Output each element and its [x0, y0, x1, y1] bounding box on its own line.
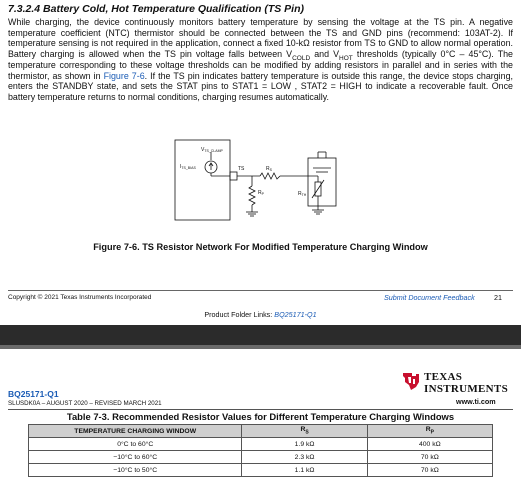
figure-caption: Figure 7-6. TS Resistor Network For Modified Temperature Charging Window: [93, 242, 428, 252]
vhot-subscript: HOT: [339, 54, 353, 62]
document-revision: SLUSDK0A – AUGUST 2020 – REVISED MARCH 2021: [8, 400, 162, 407]
col-header-rs: $R_S$: [242, 425, 367, 438]
table-row: [29, 451, 493, 464]
table-cell: 2.3 kΩ: [242, 451, 367, 464]
ibias-label: $I_{TS\_BIAS}$: [180, 164, 196, 170]
para-text-1: While charging, the device continuously monitors battery temperature by sensing the voltage at the TS pin. A negative temperature coefficient (NTC) thermistor should be connected between the TS and GND pins (recommend: 103AT-2). If temperature sensing is not required in the application, connect a fixed 10-kΩ resistor from TS to GND to allow normal operation. Battery charging is allowed when the TS pin voltage falls between V: [8, 17, 513, 60]
table-row: [29, 438, 493, 451]
ti-website-link[interactable]: www.ti.com: [456, 397, 496, 406]
table-cell: 0°C to 60°C: [29, 438, 242, 451]
product-folder-link[interactable]: BQ25171-Q1: [274, 310, 317, 319]
rp-label: $R_P$: [258, 190, 264, 196]
footer-divider: [8, 290, 513, 291]
rs-label: $R_S$: [266, 166, 272, 172]
table-header-row: [29, 425, 493, 438]
brand-instruments: INSTRUMENTS: [424, 383, 508, 395]
document-id[interactable]: BQ25171-Q1: [8, 389, 59, 399]
col-header-window: TEMPERATURE CHARGING WINDOW: [29, 425, 242, 438]
table-row: [29, 464, 493, 477]
table-cell: 70 kΩ: [367, 451, 492, 464]
vcold-subscript: COLD: [292, 54, 311, 62]
col-header-rp: $R_P$: [367, 425, 492, 438]
section-heading: 7.3.2.4 Battery Cold, Hot Temperature Qualification (TS Pin): [8, 3, 304, 15]
brand-texas: TEXAS: [424, 371, 463, 383]
rs-resistor: [260, 173, 280, 179]
page-break-band-edge: [0, 345, 521, 349]
para-text-3: thresholds (typically 0°C – 45°C). The temperature corresponding to these voltage thresholds can be modified by adding resistors in parallel and in series with the thermistor, as shown in: [8, 49, 513, 81]
product-folder-links: [0, 310, 521, 319]
para-text-4: . If the TS pin indicates battery temperature is outside this range, the device stops charging, enters the STANDBY state, and sets the STAT pins to STAT1 = LOW , STAT2 = HIGH to indicate a recoverable fault. Once battery temperature returns to normal conditions, charging resumes automatically.: [8, 70, 513, 102]
table-cell: 70 kΩ: [367, 464, 492, 477]
resistor-values-table: [28, 424, 493, 477]
table-title: Table 7-3. Recommended Resistor Values for Different Temperature Charging Windows: [66, 411, 455, 422]
para-text-2: and V: [310, 49, 340, 60]
table-cell: 1.9 kΩ: [242, 438, 367, 451]
table-cell: −10°C to 60°C: [29, 451, 242, 464]
vclamp-label: $V_{TS\_CLAMP}$: [201, 147, 223, 153]
ts-pin: [230, 172, 237, 180]
copyright-text: Copyright © 2021 Texas Instruments Incorporated: [8, 294, 152, 301]
rth-label: $R_{TH}$: [298, 191, 307, 197]
figure-link[interactable]: Figure 7-6: [103, 70, 145, 81]
header-divider: [8, 409, 513, 410]
table-cell: −10°C to 50°C: [29, 464, 242, 477]
table-cell: 400 kΩ: [367, 438, 492, 451]
battery-pack: [308, 158, 336, 206]
product-folder-label: Product Folder Links:: [204, 310, 275, 319]
page-break-band: [0, 325, 521, 345]
ts-pin-label: TS: [238, 166, 245, 172]
page-number: 21: [494, 293, 502, 302]
table-cell: 1.1 kΩ: [242, 464, 367, 477]
ti-logo-icon: [400, 370, 422, 392]
submit-feedback-link[interactable]: Submit Document Feedback: [384, 293, 475, 302]
rp-resistor: [249, 186, 255, 205]
